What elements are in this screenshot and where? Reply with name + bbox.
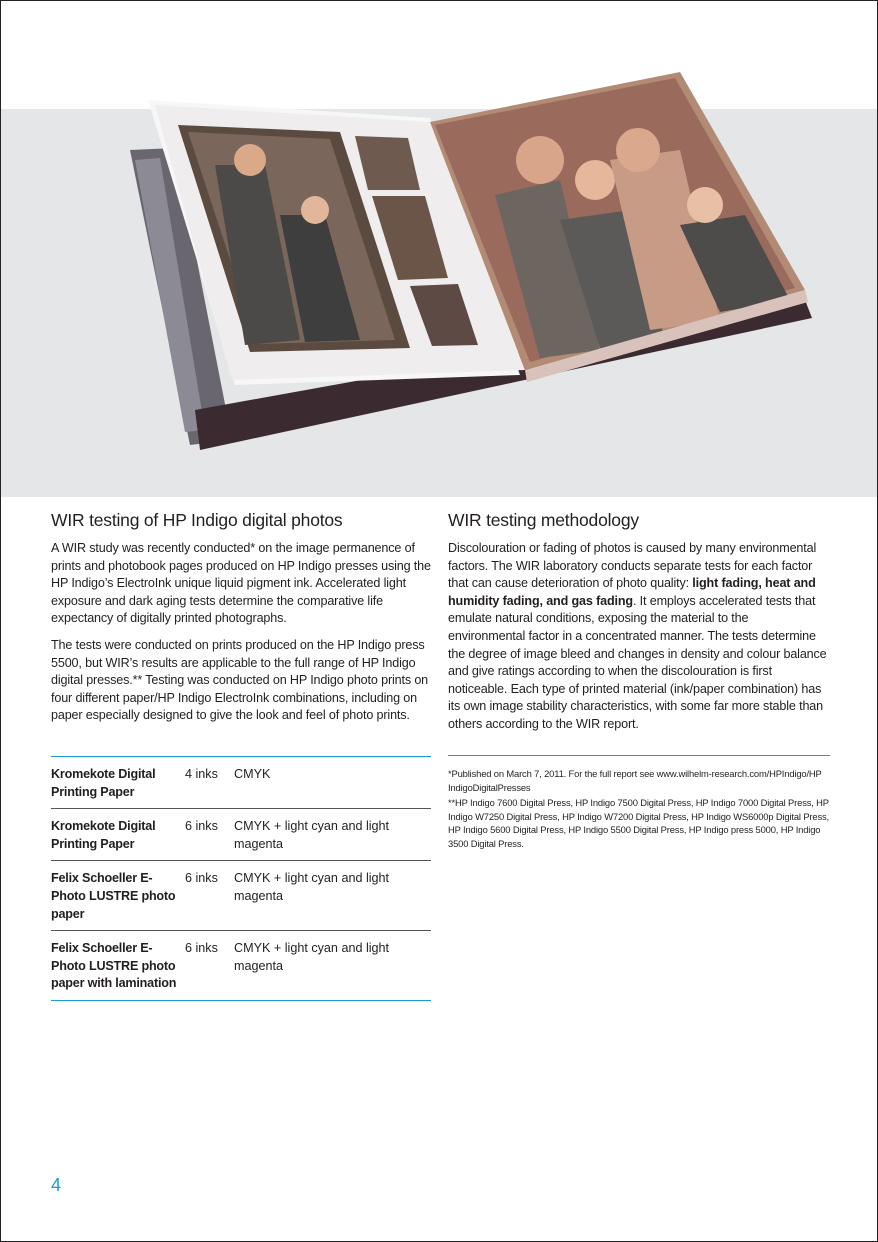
footnote-1: *Published on March 7, 2011. For the full report see www.wilhelm-research.com/HPIndigo/HP IndigoDigitalPresses (448, 768, 822, 793)
methodology-text-a: Discolouration or fading of photos is caused by many environmental factors. The WIR laboratory conducts separate tests for each factor that can cause deterioration of photo quality: (448, 541, 817, 591)
inks-cell: 4 inks (185, 767, 218, 781)
footnotes (448, 755, 830, 853)
inks-cell: 6 inks (185, 819, 218, 834)
left-paragraph-1: A WIR study was recently conducted* on the image permanence of prints and photobook pages produced on HP Indigo presses using the HP Indigo’s ElectroInk unique liquid pigment ink. Accelerated light exposure and dark aging tests determine the comparative life expectancy of digitally printed photographs. (51, 541, 431, 626)
table-row (51, 931, 431, 1000)
paper-cell: Felix Schoeller E-Photo LUSTRE photo paper (51, 871, 176, 921)
colors-cell: CMYK + light cyan and light magenta (234, 941, 390, 973)
inks-cell: 6 inks (185, 941, 218, 956)
colors-cell: CMYK + light cyan and light magenta (234, 819, 390, 851)
ink-paper-table (51, 756, 431, 1001)
photobook-image (0, 0, 876, 480)
right-paragraph (448, 540, 828, 734)
methodology-bold-text: light fading, heat and humidity fading, and gas fading (448, 576, 816, 608)
right-column (448, 510, 828, 743)
page-number: 4 (51, 1175, 62, 1195)
table-row (51, 809, 431, 861)
left-heading: WIR testing of HP Indigo digital photos (51, 510, 343, 530)
methodology-text-b: . It employs accelerated tests that emulate natural conditions, exposing the material to the environmental factor in a concentrated manner. The tests determine the degree of image bleed and changes in density and colour balance and give ratings according to when the discolouration is first noticeable. Each type of printed material (ink/paper combination) has its own image stability characteristics, with some far more stable than others according to the WIR report. (448, 593, 827, 731)
colors-cell: CMYK + light cyan and light magenta (234, 871, 390, 903)
left-column (51, 510, 431, 734)
right-heading: WIR testing methodology (448, 510, 639, 530)
left-paragraph-2: The tests were conducted on prints produced on the HP Indigo press 5500, but WIR’s results are applicable to the full range of HP Indigo digital presses.** Testing was conducted on HP Indigo photo prints on four different paper/HP Indigo ElectroInk combinations, including on paper especially designed to give the look and feel of photo prints. (51, 637, 429, 723)
footnote-2: **HP Indigo 7600 Digital Press, HP Indigo 7500 Digital Press, HP Indigo 7000 Digital Press, HP Indigo W7250 Digital Press, HP Indigo W7200 Digital Press, HP Indigo WS6000p Digital Press, HP Indigo 5600 Digital Press, HP Indigo 5500 Digital Press, HP Indigo press 5000, HP Indigo 3500 Digital Press. (448, 797, 829, 849)
table-row (51, 861, 431, 931)
inks-cell: 6 inks (185, 871, 218, 886)
colors-cell: CMYK (234, 767, 271, 781)
paper-cell: Kromekote Digital Printing Paper (51, 767, 156, 799)
table-row (51, 757, 431, 809)
paper-cell: Felix Schoeller E-Photo LUSTRE photo paper with lamination (51, 941, 177, 991)
paper-cell: Kromekote Digital Printing Paper (51, 819, 156, 851)
